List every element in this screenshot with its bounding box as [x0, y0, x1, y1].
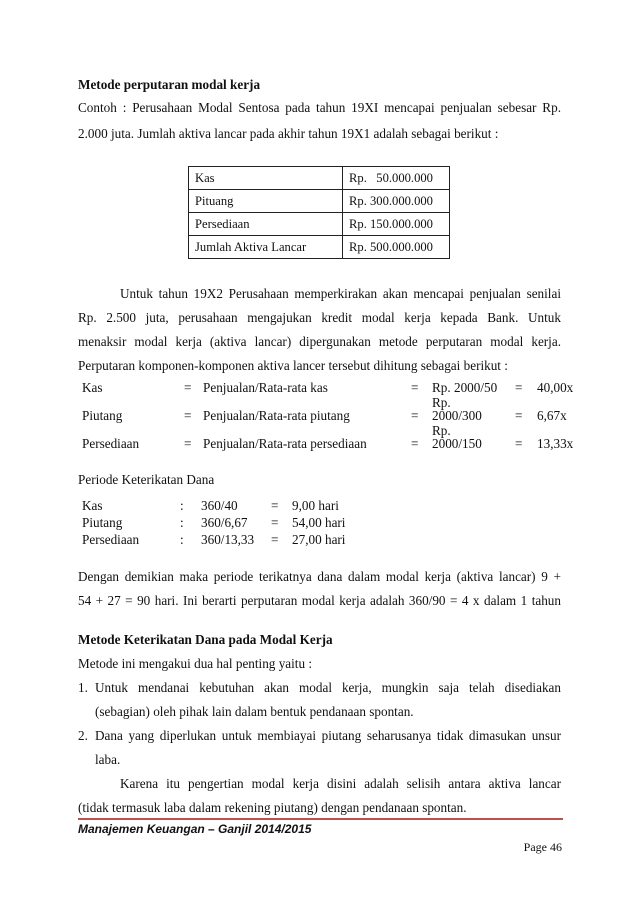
list-number: 2. — [78, 728, 88, 743]
colon: : — [180, 515, 184, 530]
paragraph-line: Rp. 2.500 juta, perusahaan mengajukan kredit modal kerja kepada Bank. Untuk — [78, 310, 561, 325]
paragraph-line: 2.000 juta. Jumlah aktiva lancar pada akhir tahun 19X1 adalah sebagai berikut : — [78, 126, 499, 141]
periode-calc: 360/6,67 — [201, 515, 248, 530]
turnover-result: 40,00x — [537, 380, 574, 395]
table-cell-label: Kas — [189, 167, 343, 190]
paragraph-line: Contoh : Perusahaan Modal Sentosa pada tahun 19XI mencapai penjualan sebesar Rp. — [78, 100, 561, 115]
turnover-calc: Rp. 2000/50 — [432, 380, 498, 395]
equals-sign: = — [184, 380, 192, 395]
table-cell-value: Rp. 150.000.000 — [343, 213, 450, 236]
paragraph-line: (tidak termasuk laba dalam rekening piutang) dengan pendanaan spontan. — [78, 800, 467, 815]
section-heading-perputaran: Metode perputaran modal kerja — [78, 77, 261, 92]
table-row — [189, 236, 450, 259]
equals-sign: = — [271, 515, 279, 530]
table-row — [189, 213, 450, 236]
paragraph-line: Untuk tahun 19X2 Perusahaan memperkirakan akan mencapai penjualan senilai — [120, 286, 561, 301]
table-row — [189, 167, 450, 190]
paragraph-line: Metode ini mengakui dua hal penting yaitu : — [78, 656, 313, 671]
aktiva-lancar-table — [188, 166, 450, 259]
equals-sign: = — [271, 498, 279, 513]
periode-name: Kas — [82, 498, 103, 513]
periode-result: 9,00 hari — [292, 498, 339, 513]
periode-heading: Periode Keterikatan Dana — [78, 472, 215, 487]
equals-sign: = — [411, 408, 419, 423]
equals-sign: = — [515, 408, 523, 423]
list-item-line: (sebagian) oleh pihak lain dalam bentuk pendanaan spontan. — [95, 704, 414, 719]
footer-divider — [78, 818, 563, 820]
turnover-formula: Penjualan/Rata-rata kas — [203, 380, 328, 395]
turnover-calc: Rp. — [432, 423, 451, 438]
turnover-formula: Penjualan/Rata-rata piutang — [203, 408, 350, 423]
turnover-calc: Rp. — [432, 395, 451, 410]
equals-sign: = — [271, 532, 279, 547]
table-cell-value: Rp. 500.000.000 — [343, 236, 450, 259]
paragraph-line: Perputaran komponen-komponen aktiva lancer tersebut dihitung sebagai berikut : — [78, 358, 508, 373]
turnover-calc: 2000/300 — [432, 408, 482, 423]
turnover-calc: 2000/150 — [432, 436, 482, 451]
periode-name: Persediaan — [82, 532, 140, 547]
equals-sign: = — [515, 436, 523, 451]
turnover-formula: Penjualan/Rata-rata persediaan — [203, 436, 367, 451]
periode-calc: 360/13,33 — [201, 532, 255, 547]
list-number: 1. — [78, 680, 88, 695]
table-cell-label: Persediaan — [189, 213, 343, 236]
equals-sign: = — [184, 436, 192, 451]
periode-result: 54,00 hari — [292, 515, 346, 530]
periode-name: Piutang — [82, 515, 123, 530]
list-item-line: Untuk mendanai kebutuhan akan modal kerja, mungkin saja telah disediakan — [95, 680, 561, 695]
table-cell-label: Jumlah Aktiva Lancar — [189, 236, 343, 259]
colon: : — [180, 532, 184, 547]
turnover-name: Persediaan — [82, 436, 140, 451]
colon: : — [180, 498, 184, 513]
equals-sign: = — [411, 380, 419, 395]
equals-sign: = — [515, 380, 523, 395]
table-row — [189, 190, 450, 213]
paragraph-line: Dengan demikian maka periode terikatnya dana dalam modal kerja (aktiva lancar) 9 + — [78, 569, 561, 584]
list-item-line: laba. — [95, 752, 121, 767]
equals-sign: = — [411, 436, 419, 451]
section-heading-keterikatan: Metode Keterikatan Dana pada Modal Kerja — [78, 632, 333, 647]
periode-result: 27,00 hari — [292, 532, 346, 547]
table-cell-label: Pituang — [189, 190, 343, 213]
footer-title: Manajemen Keuangan – Ganjil 2014/2015 — [78, 822, 312, 836]
table-cell-value: Rp. 50.000.000 — [343, 167, 450, 190]
paragraph-line: 54 + 27 = 90 hari. Ini berarti perputaran modal kerja adalah 360/90 = 4 x dalam 1 tahun — [78, 593, 561, 608]
periode-calc: 360/40 — [201, 498, 238, 513]
list-item-line: Dana yang diperlukan untuk membiayai piutang seharusanya tidak dimasukan unsur — [95, 728, 561, 743]
page-number: Page 46 — [523, 840, 562, 854]
table-cell-value: Rp. 300.000.000 — [343, 190, 450, 213]
turnover-name: Kas — [82, 380, 103, 395]
paragraph-line: menaksir modal kerja (aktiva lancar) dipergunakan metode perputaran modal kerja. — [78, 334, 561, 349]
turnover-result: 13,33x — [537, 436, 574, 451]
paragraph-line: Karena itu pengertian modal kerja disini adalah selisih antara aktiva lancar — [120, 776, 561, 791]
turnover-result: 6,67x — [537, 408, 567, 423]
turnover-name: Piutang — [82, 408, 123, 423]
equals-sign: = — [184, 408, 192, 423]
